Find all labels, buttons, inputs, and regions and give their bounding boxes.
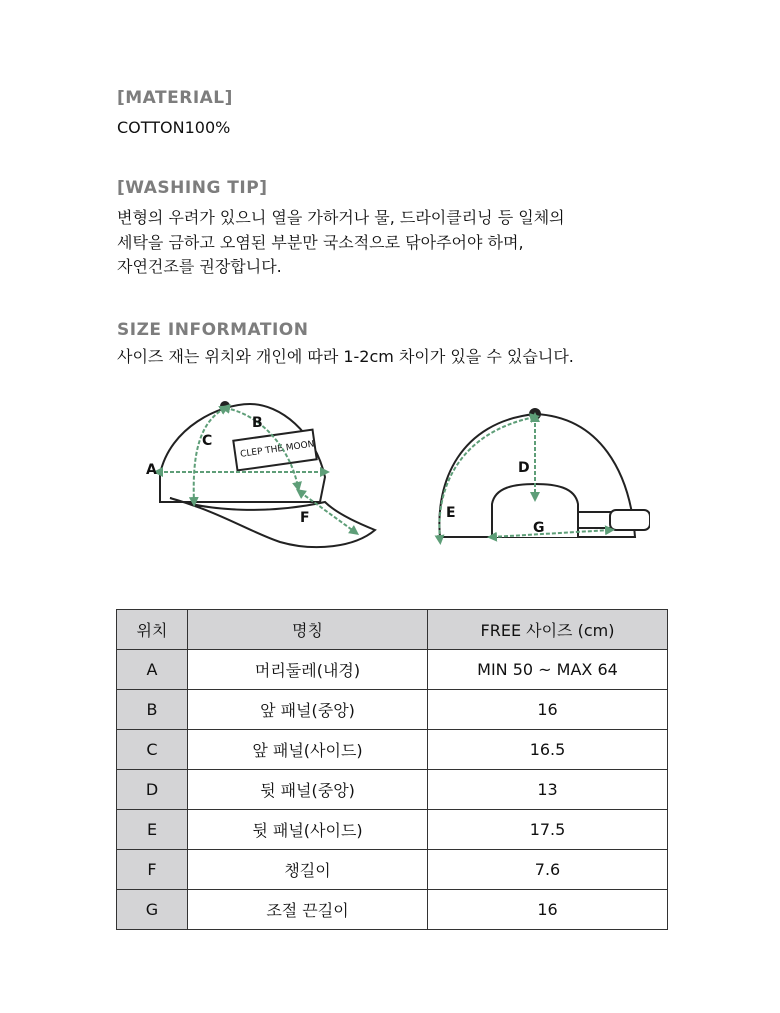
cell-size: 13	[428, 770, 668, 810]
header-name: 명칭	[188, 610, 428, 650]
cell-name: 뒷 패널(중앙)	[188, 770, 428, 810]
cell-size: 7.6	[428, 850, 668, 890]
label-g: G	[533, 520, 545, 536]
cell-size: 17.5	[428, 810, 668, 850]
cell-name: 조절 끈길이	[188, 890, 428, 930]
washing-line: 자연건조를 권장합니다.	[117, 257, 282, 276]
material-title: [MATERIAL]	[117, 88, 233, 108]
washing-line: 세탁을 금하고 오염된 부분만 국소적으로 닦아주어야 하며,	[117, 232, 524, 252]
cell-name: 앞 패널(중앙)	[188, 690, 428, 730]
cell-name: 챙길이	[188, 850, 428, 890]
washing-text	[117, 206, 565, 280]
cell-position: E	[117, 810, 188, 850]
table-header-row	[117, 610, 668, 650]
washing-line: 변형의 우려가 있으니 열을 가하거나 물, 드라이클리닝 등 일체의	[117, 208, 565, 227]
cell-size: MIN 50 ~ MAX 64	[428, 650, 668, 690]
header-position: 위치	[117, 610, 188, 650]
table-row	[117, 890, 668, 930]
label-c: C	[202, 433, 213, 449]
washing-title: [WASHING TIP]	[117, 178, 268, 198]
table-row	[117, 810, 668, 850]
label-d: D	[518, 460, 530, 476]
table-row	[117, 650, 668, 690]
header-size: FREE 사이즈 (cm)	[428, 610, 668, 650]
cell-position: G	[117, 890, 188, 930]
table-row	[117, 730, 668, 770]
label-b: B	[252, 415, 263, 431]
label-e: E	[446, 505, 456, 521]
cell-size: 16.5	[428, 730, 668, 770]
cell-position: A	[117, 650, 188, 690]
cell-name: 뒷 패널(사이드)	[188, 810, 428, 850]
cell-name: 앞 패널(사이드)	[188, 730, 428, 770]
size-table	[116, 609, 668, 930]
back-cap-drawing	[439, 409, 650, 537]
cell-size: 16	[428, 890, 668, 930]
table-row	[117, 690, 668, 730]
cell-position: F	[117, 850, 188, 890]
front-cap-drawing	[160, 402, 375, 547]
patch-text: CLEP THE MOON	[239, 439, 316, 460]
material-value: COTTON100%	[117, 118, 231, 137]
cell-position: B	[117, 690, 188, 730]
cell-position: D	[117, 770, 188, 810]
cell-size: 16	[428, 690, 668, 730]
size-info-note: 사이즈 재는 위치와 개인에 따라 1-2cm 차이가 있을 수 있습니다.	[117, 347, 574, 366]
cell-position: C	[117, 730, 188, 770]
cap-measurement-diagram	[130, 392, 650, 567]
table-row	[117, 770, 668, 810]
label-f: F	[300, 510, 310, 526]
size-info-title: SIZE INFORMATION	[117, 320, 309, 340]
cell-name: 머리둘레(내경)	[188, 650, 428, 690]
table-row	[117, 850, 668, 890]
label-a: A	[146, 462, 157, 478]
